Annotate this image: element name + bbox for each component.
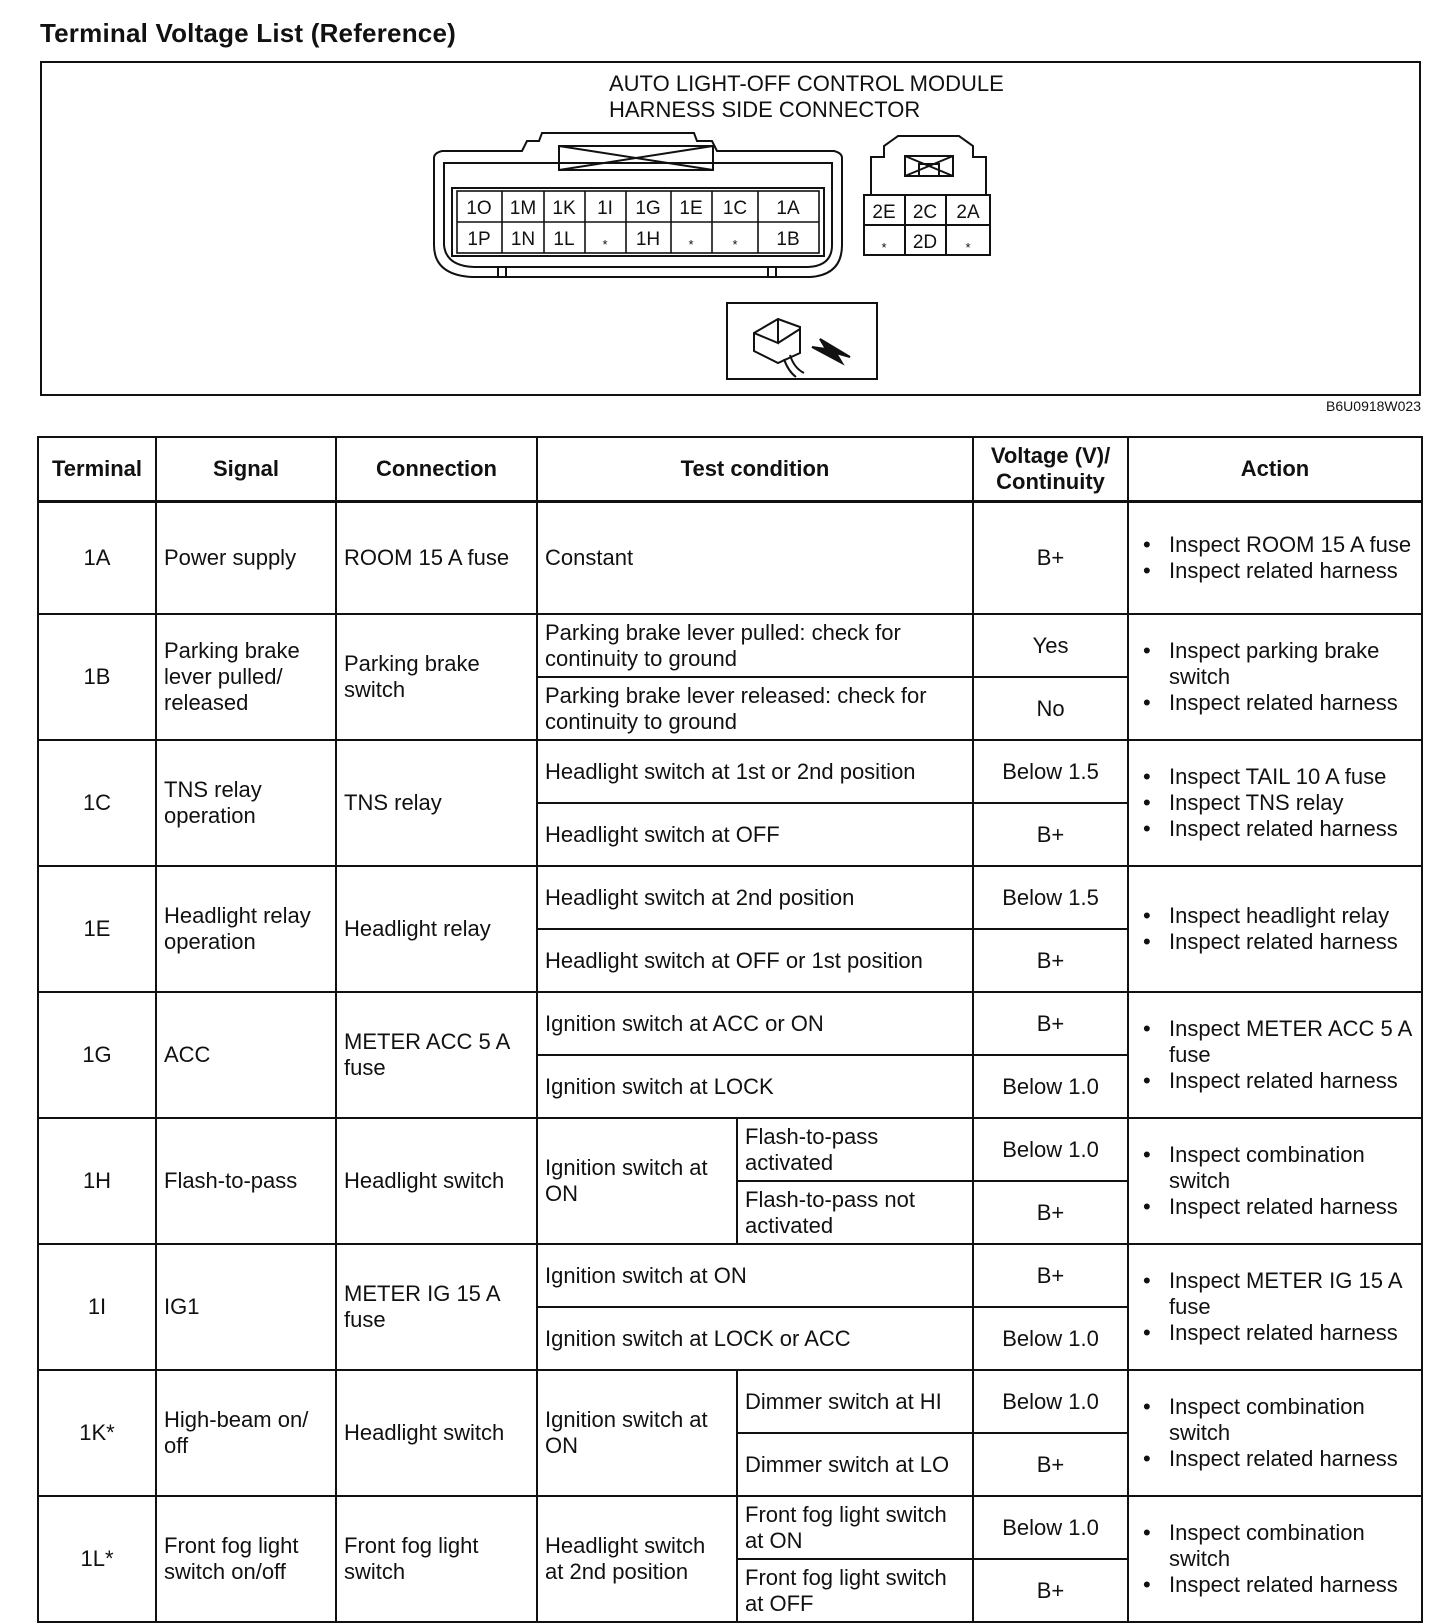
signal-cell: TNS relay operation [156,740,336,866]
signal-cell: Front fog light switch on/off [156,1496,336,1622]
table-row [38,502,1422,615]
action-item: • Inspect related harness [1139,690,1414,716]
voltage-cell: Yes [973,614,1128,677]
pin-1p: 1P [467,229,491,250]
terminal-cell: 1A [38,502,156,615]
test-condition-cell: Headlight switch at 2nd position [537,866,973,929]
voltage-cell: Below 1.0 [973,1496,1128,1559]
terminal-cell: 1K* [38,1370,156,1496]
pin-2e: 2E [872,202,896,223]
voltage-cell: B+ [973,929,1128,992]
pin-1i: 1I [597,198,613,219]
table-row [38,1244,1422,1307]
action-list [1139,903,1414,955]
connection-cell: Front fog light switch [336,1496,537,1622]
terminal-cell: 1L* [38,1496,156,1622]
action-list [1139,1394,1414,1472]
pin-empty-6: * [732,237,738,252]
terminal-cell: 1H [38,1118,156,1244]
action-item: • Inspect TNS relay [1139,790,1414,816]
connection-cell: METER ACC 5 A fuse [336,992,537,1118]
test-condition-cell: Parking brake lever released: check for continuity to ground [537,677,973,740]
signal-cell: Headlight relay operation [156,866,336,992]
pin-1c: 1C [722,198,748,219]
action-item: • Inspect related harness [1139,1446,1414,1472]
action-item: • Inspect combination switch [1139,1520,1414,1572]
header-voltage-line2: Continuity [996,469,1105,494]
table-body [38,502,1422,1623]
pin-1e: 1E [679,198,703,219]
page-title: Terminal Voltage List (Reference) [40,18,456,48]
action-cell [1128,866,1422,992]
pin-1l: 1L [553,229,575,250]
action-item: • Inspect METER IG 15 A fuse [1139,1268,1414,1320]
connection-cell: Parking brake switch [336,614,537,740]
connector-figure [40,61,1421,396]
pin-1o: 1O [466,198,492,219]
connector-diagram [42,63,1419,394]
table-row [38,866,1422,929]
action-cell [1128,614,1422,740]
terminal-cell: 1G [38,992,156,1118]
test-condition-cell: Front fog light switch at ON [737,1496,973,1559]
voltage-cell: B+ [973,803,1128,866]
signal-cell: High-beam on/ off [156,1370,336,1496]
table-row [38,614,1422,677]
table-row [38,740,1422,803]
action-cell [1128,740,1422,866]
header-connection: Connection [336,437,537,502]
test-condition-cell: Headlight switch at 1st or 2nd position [537,740,973,803]
terminal-cell: 1E [38,866,156,992]
table-row [38,1496,1422,1559]
action-item: • Inspect METER ACC 5 A fuse [1139,1016,1414,1068]
connection-cell: Headlight switch [336,1118,537,1244]
signal-cell: IG1 [156,1244,336,1370]
action-cell [1128,502,1422,615]
test-condition-main-cell: Headlight switch at 2nd position [537,1496,737,1622]
pin-2d: 2D [912,232,938,253]
connection-cell: TNS relay [336,740,537,866]
action-item: • Inspect related harness [1139,558,1414,584]
test-condition-cell: Headlight switch at OFF or 1st position [537,929,973,992]
pin-empty-5: * [688,237,694,252]
action-item: • Inspect related harness [1139,1320,1414,1346]
connection-cell: Headlight relay [336,866,537,992]
main-connector-top-labels [466,198,800,219]
action-item: • Inspect related harness [1139,1194,1414,1220]
table-row [38,1370,1422,1433]
header-voltage [973,437,1128,502]
test-condition-cell: Dimmer switch at HI [737,1370,973,1433]
pin-empty-0: * [881,240,887,255]
action-item: • Inspect related harness [1139,1572,1414,1598]
pin-1m: 1M [509,198,537,219]
action-list [1139,1016,1414,1094]
test-condition-cell: Flash-to-pass activated [737,1118,973,1181]
terminal-cell: 1B [38,614,156,740]
action-list [1139,1268,1414,1346]
signal-cell: Flash-to-pass [156,1118,336,1244]
action-item: • Inspect combination switch [1139,1142,1414,1194]
signal-cell: ACC [156,992,336,1118]
action-cell [1128,1118,1422,1244]
pin-1a: 1A [776,198,800,219]
voltage-cell: B+ [973,1433,1128,1496]
action-list [1139,1520,1414,1598]
action-cell [1128,1370,1422,1496]
action-list [1139,1142,1414,1220]
action-item: • Inspect related harness [1139,816,1414,842]
action-item: • Inspect headlight relay [1139,903,1414,929]
test-condition-cell: Dimmer switch at LO [737,1433,973,1496]
caption-line-1: AUTO LIGHT-OFF CONTROL MODULE [609,71,1004,96]
pin-1g: 1G [635,198,661,219]
voltage-cell: Below 1.5 [973,740,1128,803]
test-condition-cell: Constant [537,502,973,615]
action-cell [1128,992,1422,1118]
test-condition-main-cell: Ignition switch at ON [537,1118,737,1244]
header-terminal: Terminal [38,437,156,502]
main-connector-bottom-labels [467,229,799,252]
action-list [1139,764,1414,842]
pin-1k: 1K [552,198,576,219]
action-item: • Inspect parking brake switch [1139,638,1414,690]
connection-cell: Headlight switch [336,1370,537,1496]
voltage-cell: B+ [973,1559,1128,1622]
voltage-cell: B+ [973,1244,1128,1307]
header-signal: Signal [156,437,336,502]
pin-2c: 2C [912,202,938,223]
test-condition-cell: Flash-to-pass not activated [737,1181,973,1244]
pin-1b: 1B [776,229,800,250]
figure-code: B6U0918W023 [1326,398,1421,414]
action-cell [1128,1244,1422,1370]
action-item: • Inspect ROOM 15 A fuse [1139,532,1414,558]
secondary-connector-top-labels [872,202,980,223]
pin-empty-3: * [602,237,608,252]
terminal-voltage-table [37,436,1423,1623]
voltage-cell: Below 1.0 [973,1370,1128,1433]
voltage-cell: B+ [973,1181,1128,1244]
voltage-cell: Below 1.5 [973,866,1128,929]
header-action: Action [1128,437,1422,502]
pin-1n: 1N [510,229,536,250]
secondary-connector-bottom-labels [881,232,970,255]
test-condition-cell: Ignition switch at ON [537,1244,973,1307]
action-cell [1128,1496,1422,1622]
action-item: • Inspect related harness [1139,1068,1414,1094]
caption-line-2: HARNESS SIDE CONNECTOR [609,97,921,122]
voltage-cell: No [973,677,1128,740]
header-voltage-line1: Voltage (V)/ [990,443,1111,468]
test-condition-cell: Front fog light switch at OFF [737,1559,973,1622]
action-item: • Inspect related harness [1139,929,1414,955]
connection-cell: METER IG 15 A fuse [336,1244,537,1370]
voltage-cell: B+ [973,992,1128,1055]
pin-1h: 1H [635,229,661,250]
pin-empty-2: * [965,240,971,255]
signal-cell: Power supply [156,502,336,615]
test-condition-cell: Headlight switch at OFF [537,803,973,866]
action-item: • Inspect TAIL 10 A fuse [1139,764,1414,790]
header-test-condition: Test condition [537,437,973,502]
test-condition-cell: Ignition switch at LOCK [537,1055,973,1118]
action-list [1139,532,1414,584]
voltage-cell: Below 1.0 [973,1307,1128,1370]
action-item: • Inspect combination switch [1139,1394,1414,1446]
test-condition-main-cell: Ignition switch at ON [537,1370,737,1496]
test-condition-cell: Parking brake lever pulled: check for continuity to ground [537,614,973,677]
table-header-row [38,437,1422,502]
pin-2a: 2A [956,202,980,223]
voltage-cell: B+ [973,502,1128,615]
terminal-cell: 1C [38,740,156,866]
voltage-cell: Below 1.0 [973,1055,1128,1118]
voltage-cell: Below 1.0 [973,1118,1128,1181]
signal-cell: Parking brake lever pulled/ released [156,614,336,740]
table-row [38,1118,1422,1181]
table-row [38,992,1422,1055]
test-condition-cell: Ignition switch at LOCK or ACC [537,1307,973,1370]
action-list [1139,638,1414,716]
view-direction-icon [727,303,877,379]
connection-cell: ROOM 15 A fuse [336,502,537,615]
terminal-cell: 1I [38,1244,156,1370]
test-condition-cell: Ignition switch at ACC or ON [537,992,973,1055]
